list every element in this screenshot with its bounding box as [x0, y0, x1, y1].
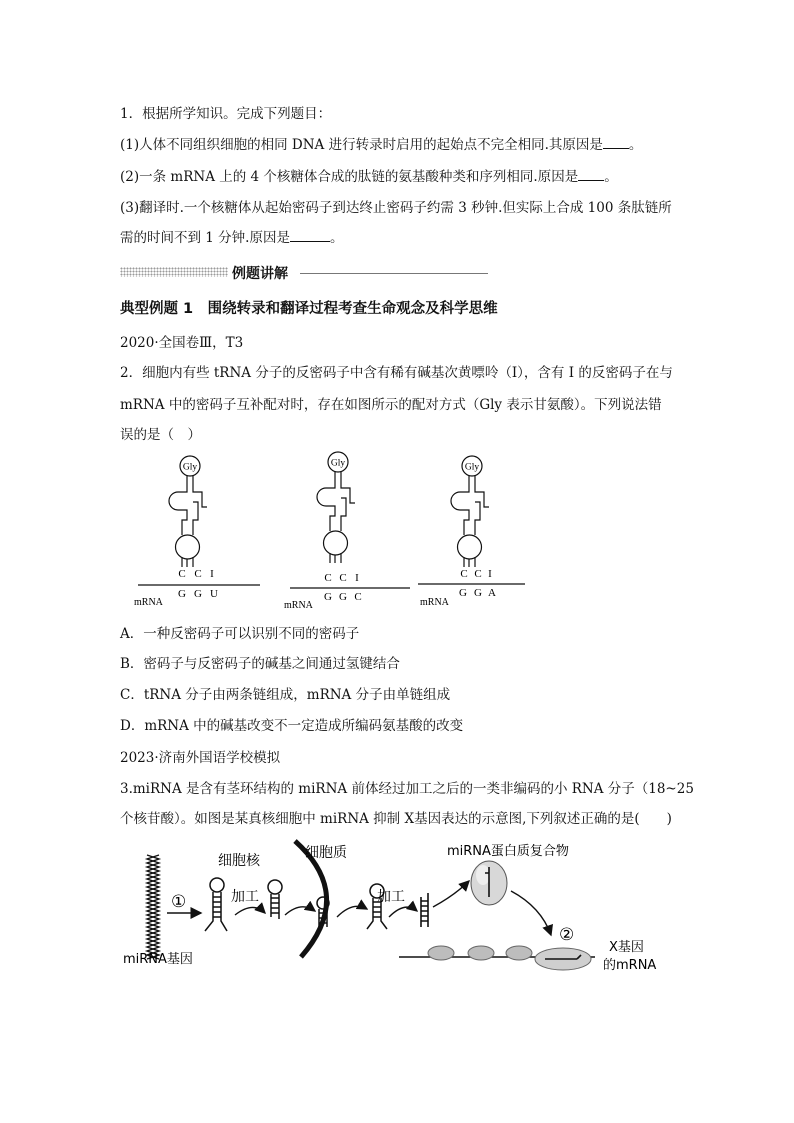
complex-label: miRNA蛋白质复合物	[447, 844, 569, 859]
x-gene-label: X基因	[609, 940, 644, 955]
pri-mirna-hairpin-icon	[205, 878, 227, 931]
amino-acid-label: Gly	[330, 458, 346, 469]
codon-base: G	[339, 591, 347, 603]
option-d[interactable]: D．mRNA 中的碱基改变不一定造成所编码氨基酸的改变	[120, 718, 464, 734]
trna-structure-3	[451, 456, 489, 567]
codon-base: U	[210, 588, 218, 600]
codon-base: A	[488, 587, 496, 599]
trna-structure-2	[317, 452, 355, 563]
arrow	[337, 906, 367, 917]
codon-base: G	[178, 588, 186, 600]
trna-structure-1	[169, 456, 207, 567]
section-header	[120, 262, 488, 284]
x-gene-mrna-label: 的mRNA	[603, 958, 657, 973]
mirna-gene-icon	[147, 855, 159, 959]
q2-stem-line1: 2．细胞内有些 tRNA 分子的反密码子中含有稀有碱基次黄嘌呤（I），含有 I 的反密码子在与	[120, 365, 673, 381]
bound-complex-icon	[535, 948, 591, 970]
processing-label-2: 加工	[377, 889, 405, 905]
amino-acid-label: Gly	[182, 462, 198, 473]
codon-base: G	[474, 587, 482, 599]
mrna-label: mRNA	[420, 597, 449, 608]
anticodon-base: C	[324, 572, 332, 584]
cytoplasm-label: 细胞质	[305, 845, 347, 861]
mrna-label: mRNA	[284, 600, 313, 611]
anticodon-base: I	[210, 568, 214, 580]
anticodon-base: C	[194, 568, 202, 580]
anticodon-base: C	[474, 568, 482, 580]
anticodon-base: I	[355, 572, 359, 584]
mirna-gene-label: miRNA基因	[123, 952, 193, 967]
arrow	[511, 891, 551, 935]
codon-base: G	[194, 588, 202, 600]
q1-stem: 1．根据所学知识。完成下列题目：	[120, 106, 332, 122]
q1-part1: (1)人体不同组织细胞的相同 DNA 进行转录时启用的起始点不完全相同.其原因是 。	[120, 137, 643, 153]
step-1-label: ①	[171, 892, 187, 912]
option-c[interactable]: C．tRNA 分子由两条链组成，mRNA 分子由单链组成	[120, 687, 451, 703]
arrow	[285, 907, 315, 915]
anticodon-base: I	[488, 568, 492, 580]
q2-stem-line3: 误的是（ ）	[120, 427, 201, 443]
anticodon-base: C	[178, 568, 186, 580]
section-divider	[300, 273, 488, 274]
answer-blank[interactable]	[290, 229, 330, 242]
pre-mirna-hairpin-icon	[268, 880, 282, 919]
arrow	[235, 907, 265, 915]
option-b[interactable]: B．密码子与反密码子的碱基之间通过氢键结合	[120, 656, 400, 672]
codon-base: G	[459, 587, 467, 599]
mirna-duplex-icon	[421, 893, 428, 927]
step-2-label: ②	[559, 925, 575, 945]
section-label: 例题讲解	[232, 266, 288, 282]
section-decoration	[120, 267, 228, 277]
answer-blank[interactable]	[603, 136, 629, 149]
mirna-pathway-figure	[115, 835, 685, 980]
arrow	[433, 881, 469, 907]
example-title: 典型例题 1 围绕转录和翻译过程考查生命观念及科学思维	[120, 301, 498, 317]
q1-part3-line1: (3)翻译时.一个核糖体从起始密码子到达终止密码子约需 3 秒钟.但实际上合成 100 条肽链所	[120, 200, 672, 216]
q3-source: 2023·济南外国语学校模拟	[120, 750, 281, 766]
option-a[interactable]: A．一种反密码子可以识别不同的密码子	[120, 626, 360, 642]
anticodon-base: C	[460, 568, 468, 580]
q3-stem-line2: 个核苷酸）。如图是某真核细胞中 miRNA 抑制 X基因表达的示意图,下列叙述正确的是( )	[120, 811, 672, 827]
nucleus-label: 细胞核	[218, 853, 260, 869]
codon-base: G	[324, 591, 332, 603]
q1-part3-line2: 需的时间不到 1 分钟.原因是 。	[120, 230, 344, 246]
ribosome-icon	[428, 946, 532, 960]
anticodon-base: C	[339, 572, 347, 584]
codon-base: C	[354, 591, 362, 603]
arrow	[389, 907, 417, 917]
q3-stem-line1: 3.miRNA 是含有茎环结构的 miRNA 前体经过加工之后的一类非编码的小 RNA 分子（18~25	[120, 781, 694, 797]
mrna-label: mRNA	[134, 597, 163, 608]
answer-blank[interactable]	[578, 168, 604, 181]
q2-stem-line2: mRNA 中的密码子互补配对时，存在如图所示的配对方式（Gly 表示甘氨酸）。下列说法错	[120, 397, 662, 413]
amino-acid-label: Gly	[464, 462, 480, 473]
processing-label-1: 加工	[231, 889, 259, 905]
mirna-protein-complex-icon	[471, 861, 507, 905]
trna-pairing-figure	[130, 450, 530, 612]
q2-source: 2020·全国卷Ⅲ，T3	[120, 335, 244, 351]
q1-part2: (2)一条 mRNA 上的 4 个核糖体合成的肽链的氨基酸种类和序列相同.原因是 。	[120, 169, 618, 185]
